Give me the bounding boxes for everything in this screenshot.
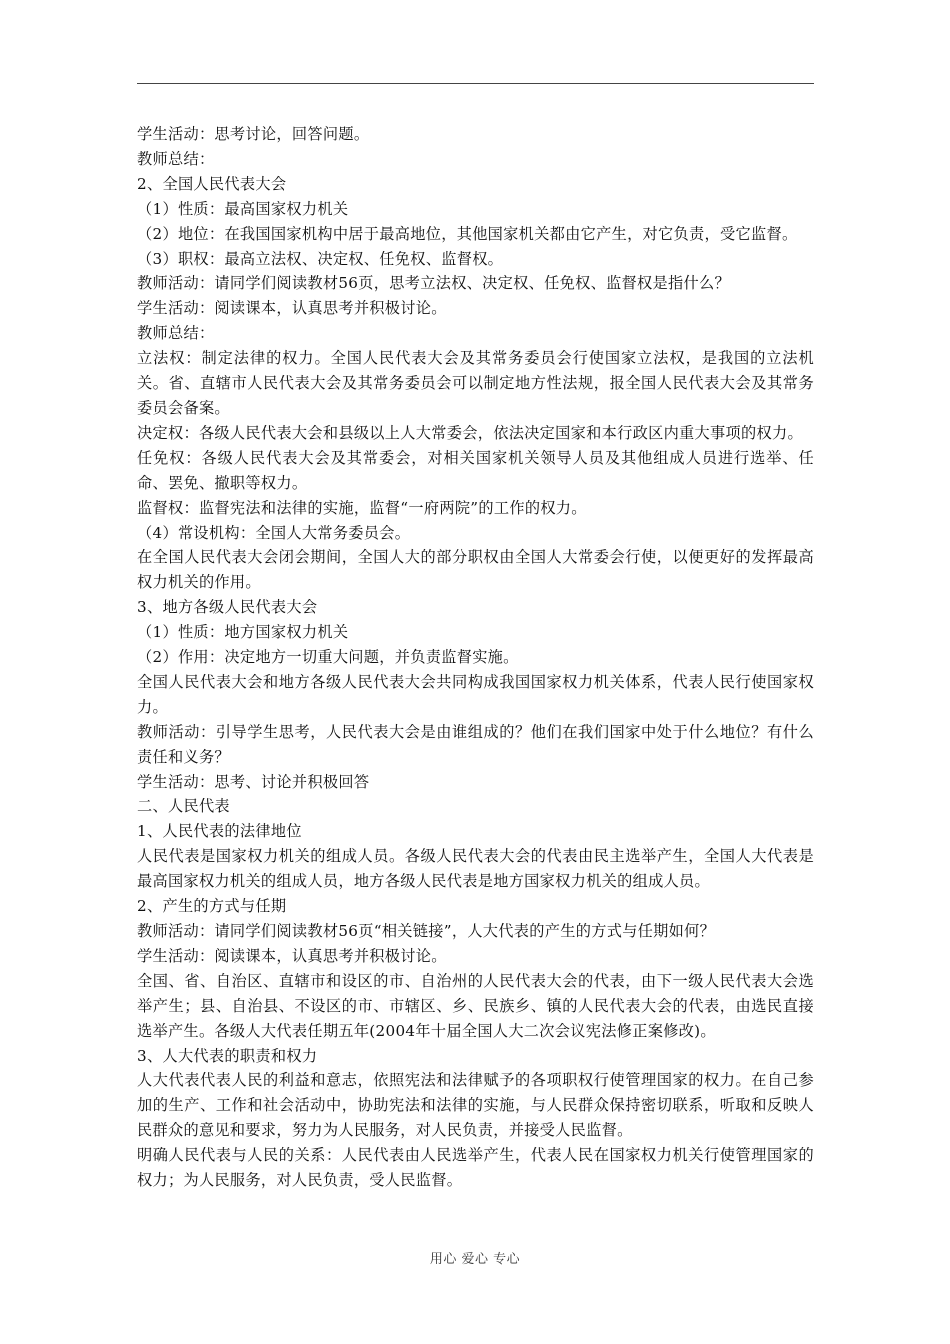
paragraph: 教师活动：请同学们阅读教材56页，思考立法权、决定权、任免权、监督权是指什么？ (137, 274, 730, 293)
paragraph: （2）地位：在我国国家机构中居于最高地位，其他国家机关都由它产生，对它负责，受它监督。 (137, 224, 798, 243)
paragraph: （1）性质：最高国家权力机关 (137, 199, 349, 218)
paragraph: 人民代表是国家权力机关的组成人员。各级人民代表大会的代表由民主选举产生，全国人大代表是最高国家权力机关的组成人员，地方各级人民代表是地方国家权力机关的组成人员。 (137, 847, 814, 891)
page-footer: 用心 爱心 专心 (429, 1252, 521, 1267)
section-heading: 1、人民代表的法律地位 (137, 822, 302, 841)
paragraph: 教师活动：引导学生思考，人民代表大会是由谁组成的？他们在我们国家中处于什么地位？有什么责任和义务？ (137, 722, 814, 766)
paragraph: （1）性质：地方国家权力机关 (137, 623, 349, 642)
paragraph: 明确人民代表与人民的关系：人民代表由人民选举产生，代表人民在国家权力机关行使管理国家的权力；为人民服务，对人民负责，受人民监督。 (137, 1146, 814, 1190)
paragraph: （4）常设机构：全国人大常务委员会。 (137, 523, 411, 542)
document-body (137, 122, 814, 1193)
paragraph: 立法权：制定法律的权力。全国人民代表大会及其常务委员会行使国家立法权，是我国的立法机关。省、直辖市人民代表大会及其常务委员会可以制定地方性法规，报全国人民代表大会及其常务委员会备案。 (137, 349, 814, 417)
paragraph: （2）作用：决定地方一切重大问题，并负责监督实施。 (137, 648, 519, 667)
paragraph: 教师总结： (137, 149, 215, 168)
paragraph: 学生活动：阅读课本，认真思考并积极讨论。 (137, 299, 447, 318)
section-heading: 2、产生的方式与任期 (137, 897, 287, 916)
paragraph: 全国、省、自治区、直辖市和设区的市、自治州的人民代表大会的代表，由下一级人民代表大会选举产生；县、自治县、不设区的市、市辖区、乡、民族乡、镇的人民代表大会的代表，由选民直接选举产生。各级人大代表任期五年(2004年十届全国人大二次会议宪法修正案修改)。 (137, 971, 814, 1040)
paragraph: 人大代表代表人民的利益和意志，依照宪法和法律赋予的各项职权行使管理国家的权力。在自己参加的生产、工作和社会活动中，协助宪法和法律的实施，与人民群众保持密切联系，听取和反映人民群众的意见和要求，努力为人民服务，对人民负责，并接受人民监督。 (137, 1071, 814, 1140)
section-heading: 3、人大代表的职责和权力 (137, 1046, 318, 1065)
header-rule (137, 83, 814, 84)
section-heading: 3、地方各级人民代表大会 (137, 598, 318, 617)
paragraph: 任免权：各级人民代表大会及其常委会，对相关国家机关领导人员及其他组成人员进行选举、任命、罢免、撤职等权力。 (137, 448, 814, 492)
paragraph: 决定权：各级人民代表大会和县级以上人大常委会，依法决定国家和本行政区内重大事项的权力。 (137, 423, 803, 442)
paragraph: 学生活动：思考、讨论并积极回答 (137, 772, 370, 791)
paragraph: 监督权：监督宪法和法律的实施，监督“一府两院”的工作的权力。 (137, 498, 587, 517)
paragraph: 学生活动：阅读课本，认真思考并积极讨论。 (137, 946, 447, 965)
paragraph: 在全国人民代表大会闭会期间，全国人大的部分职权由全国人大常委会行使，以便更好的发挥最高权力机关的作用。 (137, 548, 814, 592)
paragraph: 全国人民代表大会和地方各级人民代表大会共同构成我国国家权力机关体系，代表人民行使国家权力。 (137, 672, 814, 716)
paragraph: （3）职权：最高立法权、决定权、任免权、监督权。 (137, 249, 504, 268)
paragraph: 教师活动：请同学们阅读教材56页“相关链接”，人大代表的产生的方式与任期如何？ (137, 922, 716, 940)
section-heading: 2、全国人民代表大会 (137, 174, 287, 193)
section-heading: 二、人民代表 (137, 797, 230, 816)
paragraph: 学生活动：思考讨论，回答问题。 (137, 125, 370, 143)
paragraph: 教师总结： (137, 324, 215, 343)
